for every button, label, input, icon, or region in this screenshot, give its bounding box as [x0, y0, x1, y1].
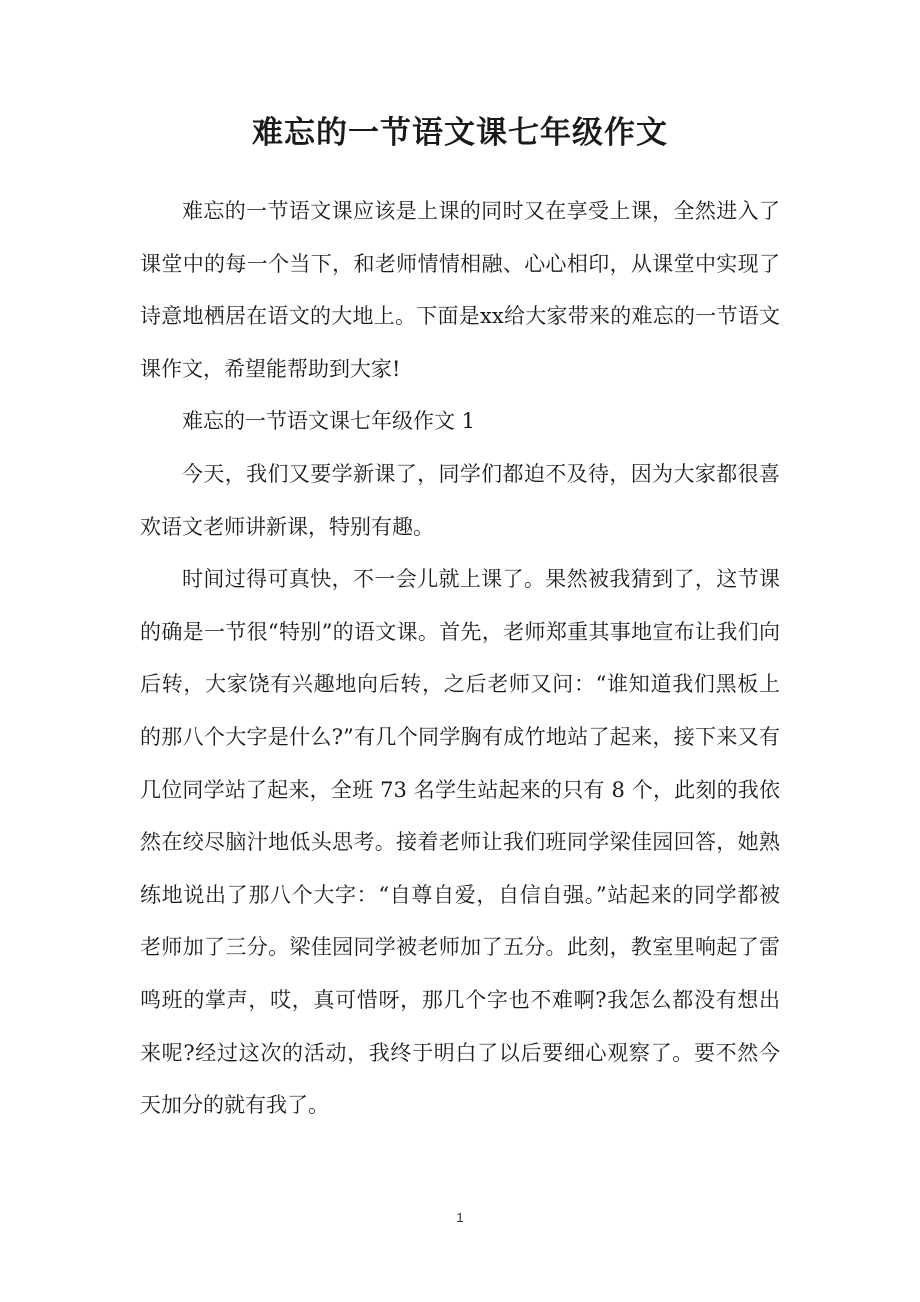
- document-body: [140, 185, 780, 1132]
- paragraph-opening: 今天，我们又要学新课了，同学们都迫不及待，因为大家都很喜欢语文老师讲新课，特别有趣。: [140, 461, 780, 539]
- paragraph-story: 时间过得可真快，不一会儿就上课了。果然被我猜到了，这节课的确是一节很“特别”的语文课。首先，老师郑重其事地宣布让我们向后转，大家饶有兴趣地向后转，之后老师又问：“谁知道我们黑板上的那八个大字是什么?”有几个同学胸有成竹地站了起来，接下来又有几位同学站了起来，全班 73 名学生站起来的只有 8 个，此刻的我依然在绞尽脑汁地低头思考。接着老师让我们班同学梁佳园回答，她熟练地说出了那八个大字：“自尊自爱，自信自强。”站起来的同学都被老师加了三分。梁佳园同学被老师加了五分。此刻，教室里响起了雷鸣班的掌声，哎，真可惜呀，那几个字也不难啊?我怎么都没有想出来呢?经过这次的活动，我终于明白了以后要细心观察了。要不然今天加分的就有我了。: [140, 567, 780, 1118]
- document-title: 难忘的一节语文课七年级作文: [252, 115, 668, 151]
- page-number: 1: [456, 1210, 464, 1225]
- paragraph-intro: 难忘的一节语文课应该是上课的同时又在享受上课，全然进入了课堂中的每一个当下，和老师情情相融、心心相印，从课堂中实现了诗意地栖居在语文的大地上。下面是xx给大家带来的难忘的一节语文课作文，希望能帮助到大家!: [140, 199, 780, 381]
- paragraph-subheading: 难忘的一节语文课七年级作文 1: [182, 409, 476, 434]
